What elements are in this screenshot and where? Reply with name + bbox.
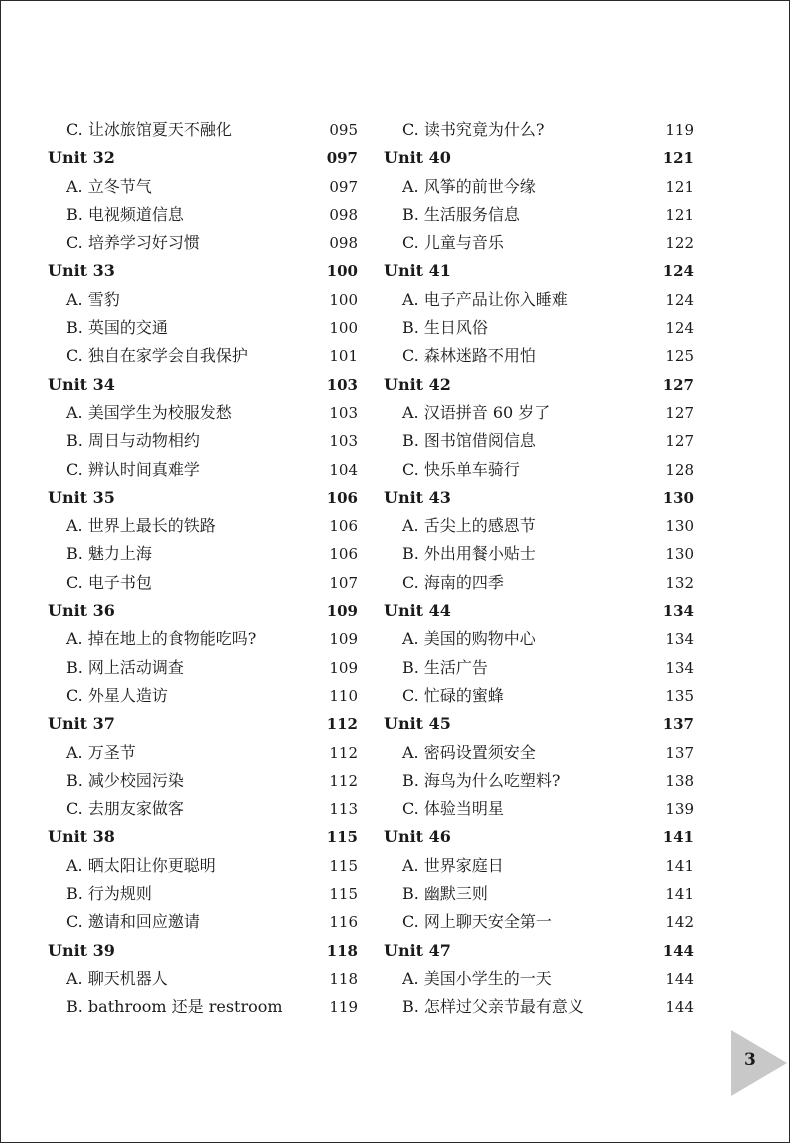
entry-title: C. 快乐单车骑行	[402, 459, 520, 479]
page-ref: 141	[665, 856, 694, 875]
page-ref: 109	[329, 658, 358, 677]
page-ref: 109	[326, 602, 358, 621]
entry-title: C. 去朋友家做客	[66, 799, 184, 819]
toc-entry	[384, 116, 694, 144]
page-ref: 144	[665, 998, 694, 1017]
entry-title: A. 聊天机器人	[66, 968, 168, 988]
entry-title: A. 美国学生为校服发愁	[66, 402, 232, 422]
unit-title: Unit 35	[48, 487, 115, 507]
unit-title: Unit 34	[48, 374, 115, 394]
toc-entry	[384, 399, 694, 427]
entry-title: C. 独自在家学会自我保护	[66, 346, 248, 366]
toc-unit-heading	[384, 710, 694, 738]
entry-title: B. 生活服务信息	[402, 204, 520, 224]
toc-unit-heading	[384, 257, 694, 285]
entry-title: A. 世界上最长的铁路	[66, 516, 216, 536]
page-ref: 100	[329, 319, 358, 338]
page-ref: 103	[329, 432, 358, 451]
toc-unit-heading	[48, 937, 358, 965]
toc-entry	[384, 965, 694, 993]
page-ref: 137	[662, 715, 694, 734]
toc-entry	[48, 993, 358, 1021]
entry-title: A. 万圣节	[66, 742, 136, 762]
toc-entry	[48, 456, 358, 484]
toc-entry	[48, 314, 358, 342]
page-ref: 106	[326, 488, 358, 507]
page-ref: 138	[665, 771, 694, 790]
toc-unit-heading	[48, 597, 358, 625]
page-ref: 122	[665, 234, 694, 253]
page-corner-triangle	[731, 1030, 787, 1096]
entry-title: C. 培养学习好习惯	[66, 233, 200, 253]
entry-title: A. 晒太阳让你更聪明	[66, 855, 216, 875]
toc-unit-heading	[384, 937, 694, 965]
toc-entry	[48, 399, 358, 427]
unit-title: Unit 44	[384, 601, 451, 621]
toc-entry	[384, 201, 694, 229]
page-ref: 144	[662, 941, 694, 960]
unit-title: Unit 33	[48, 261, 115, 281]
page-ref: 124	[662, 262, 694, 281]
toc-entry	[384, 314, 694, 342]
page-ref: 100	[326, 262, 358, 281]
entry-title: A. 掉在地上的食物能吃吗?	[66, 629, 257, 649]
page-ref: 119	[665, 121, 694, 139]
page-ref: 127	[665, 432, 694, 451]
page-ref: 134	[662, 602, 694, 621]
entry-title: B. 魅力上海	[66, 544, 152, 564]
toc-entry	[48, 201, 358, 229]
page-ref: 137	[665, 743, 694, 762]
entry-title: A. 雪豹	[66, 289, 120, 309]
toc-entry	[384, 795, 694, 823]
page-ref: 106	[329, 517, 358, 536]
toc-entry	[384, 852, 694, 880]
entry-title: B. 外出用餐小贴士	[402, 544, 536, 564]
page-ref: 101	[329, 347, 358, 366]
page-ref: 112	[329, 743, 358, 762]
entry-title: C. 读书究竟为什么?	[402, 120, 545, 139]
entry-title: B. 图书馆借阅信息	[402, 431, 536, 451]
toc-unit-heading	[384, 823, 694, 851]
unit-title: Unit 42	[384, 374, 451, 394]
page-ref: 127	[662, 375, 694, 394]
toc-entry	[48, 682, 358, 710]
page-ref: 103	[329, 403, 358, 422]
page-ref: 121	[662, 149, 694, 168]
toc-entry	[384, 654, 694, 682]
entry-title: B. 怎样过父亲节最有意义	[402, 997, 584, 1017]
unit-title: Unit 37	[48, 714, 115, 734]
entry-title: A. 美国的购物中心	[402, 629, 536, 649]
toc-entry	[48, 654, 358, 682]
entry-title: C. 电子书包	[66, 572, 152, 592]
entry-title: B. bathroom 还是 restroom	[66, 997, 283, 1017]
toc-unit-heading	[384, 484, 694, 512]
page-ref: 115	[326, 828, 358, 847]
toc-entry	[384, 880, 694, 908]
page-ref: 118	[326, 941, 358, 960]
unit-title: Unit 47	[384, 940, 451, 960]
toc-unit-heading	[48, 371, 358, 399]
unit-title: Unit 45	[384, 714, 451, 734]
page-ref: 110	[329, 686, 358, 705]
toc-unit-heading	[384, 597, 694, 625]
page-ref: 135	[665, 686, 694, 705]
toc-entry	[384, 908, 694, 936]
unit-title: Unit 41	[384, 261, 451, 281]
page-number: 3	[744, 1050, 756, 1070]
toc-entry	[48, 625, 358, 653]
page-ref: 112	[329, 771, 358, 790]
page-ref: 116	[329, 913, 358, 932]
entry-title: C. 海南的四季	[402, 572, 504, 592]
toc-entry	[48, 880, 358, 908]
unit-title: Unit 32	[48, 148, 115, 168]
toc-entry	[48, 569, 358, 597]
unit-title: Unit 38	[48, 827, 115, 847]
page-ref: 113	[329, 800, 358, 819]
entry-title: C. 外星人造访	[66, 685, 168, 705]
toc-entry	[384, 767, 694, 795]
page-ref: 132	[665, 573, 694, 592]
toc-entry	[48, 173, 358, 201]
entry-title: B. 网上活动调查	[66, 657, 184, 677]
toc-unit-heading	[48, 823, 358, 851]
page-ref: 098	[329, 205, 358, 224]
page-ref: 130	[665, 517, 694, 536]
page-ref: 124	[665, 290, 694, 309]
toc-entry	[48, 427, 358, 455]
entry-title: A. 立冬节气	[66, 176, 152, 196]
entry-title: B. 生日风俗	[402, 318, 488, 338]
page-ref: 115	[329, 856, 358, 875]
toc-entry	[384, 286, 694, 314]
page-ref: 125	[665, 347, 694, 366]
toc-entry	[384, 173, 694, 201]
entry-title: C. 让冰旅馆夏天不融化	[66, 120, 232, 139]
page-ref: 100	[329, 290, 358, 309]
toc-entry	[48, 229, 358, 257]
entry-title: B. 幽默三则	[402, 884, 488, 904]
unit-title: Unit 36	[48, 601, 115, 621]
entry-title: C. 忙碌的蜜蜂	[402, 685, 504, 705]
page-ref: 107	[329, 573, 358, 592]
toc-unit-heading	[384, 371, 694, 399]
toc-entry	[48, 852, 358, 880]
toc-entry	[48, 965, 358, 993]
entry-title: B. 减少校园污染	[66, 770, 184, 790]
toc-entry	[384, 993, 694, 1021]
page-ref: 134	[665, 630, 694, 649]
entry-title: A. 世界家庭日	[402, 855, 504, 875]
toc-entry	[384, 456, 694, 484]
entry-title: C. 体验当明星	[402, 799, 504, 819]
entry-title: C. 网上聊天安全第一	[402, 912, 552, 932]
page-ref: 119	[329, 998, 358, 1017]
page-ref: 118	[329, 969, 358, 988]
toc-entry	[384, 682, 694, 710]
page-ref: 124	[665, 319, 694, 338]
toc-entry	[384, 739, 694, 767]
page-ref: 098	[329, 234, 358, 253]
entry-title: A. 风筝的前世今缘	[402, 176, 536, 196]
entry-title: C. 辨认时间真难学	[66, 459, 200, 479]
entry-title: B. 生活广告	[402, 657, 488, 677]
entry-title: B. 海鸟为什么吃塑料?	[402, 770, 561, 790]
toc-entry	[384, 229, 694, 257]
toc-entry	[48, 286, 358, 314]
entry-title: B. 英国的交通	[66, 318, 168, 338]
page-ref: 103	[326, 375, 358, 394]
unit-title: Unit 46	[384, 827, 451, 847]
page-ref: 097	[326, 149, 358, 168]
unit-title: Unit 39	[48, 940, 115, 960]
page-ref: 097	[329, 177, 358, 196]
page-ref: 128	[665, 460, 694, 479]
page-ref: 104	[329, 460, 358, 479]
entry-title: B. 行为规则	[66, 884, 152, 904]
page-ref: 141	[662, 828, 694, 847]
entry-title: A. 密码设置须安全	[402, 742, 536, 762]
page-ref: 141	[665, 885, 694, 904]
entry-title: A. 舌尖上的感恩节	[402, 516, 536, 536]
toc-unit-heading	[384, 144, 694, 172]
page-ref: 109	[329, 630, 358, 649]
toc-entry	[48, 512, 358, 540]
toc-entry	[384, 625, 694, 653]
unit-title: Unit 40	[384, 148, 451, 168]
toc-entry	[48, 739, 358, 767]
toc-entry	[48, 342, 358, 370]
entry-title: A. 电子产品让你入睡难	[402, 289, 568, 309]
page-ref: 142	[665, 913, 694, 932]
toc-unit-heading	[48, 710, 358, 738]
page-ref: 121	[665, 205, 694, 224]
entry-title: C. 儿童与音乐	[402, 233, 504, 253]
entry-title: C. 邀请和回应邀请	[66, 912, 200, 932]
page-ref: 115	[329, 885, 358, 904]
toc-entry	[384, 569, 694, 597]
page-ref: 095	[329, 121, 358, 139]
toc-unit-heading	[48, 144, 358, 172]
entry-title: B. 电视频道信息	[66, 204, 184, 224]
toc-unit-heading	[48, 257, 358, 285]
toc-entry	[48, 908, 358, 936]
toc-column-right	[384, 116, 694, 1022]
entry-title: A. 美国小学生的一天	[402, 968, 552, 988]
page-ref: 144	[665, 969, 694, 988]
page-ref: 130	[662, 488, 694, 507]
toc-entry	[384, 427, 694, 455]
toc-entry	[48, 767, 358, 795]
page-ref: 139	[665, 800, 694, 819]
page-ref: 121	[665, 177, 694, 196]
toc-entry	[48, 116, 358, 144]
toc-entry	[384, 540, 694, 568]
toc-entry	[384, 512, 694, 540]
toc-entry	[48, 795, 358, 823]
toc-entry	[48, 540, 358, 568]
entry-title: B. 周日与动物相约	[66, 431, 200, 451]
toc-entry	[384, 342, 694, 370]
entry-title: A. 汉语拼音 60 岁了	[402, 402, 551, 422]
unit-title: Unit 43	[384, 487, 451, 507]
page-ref: 106	[329, 545, 358, 564]
page-ref: 127	[665, 403, 694, 422]
page-ref: 112	[326, 715, 358, 734]
page-ref: 134	[665, 658, 694, 677]
entry-title: C. 森林迷路不用怕	[402, 346, 536, 366]
page-ref: 130	[665, 545, 694, 564]
toc-unit-heading	[48, 484, 358, 512]
toc-column-left	[48, 116, 358, 1022]
